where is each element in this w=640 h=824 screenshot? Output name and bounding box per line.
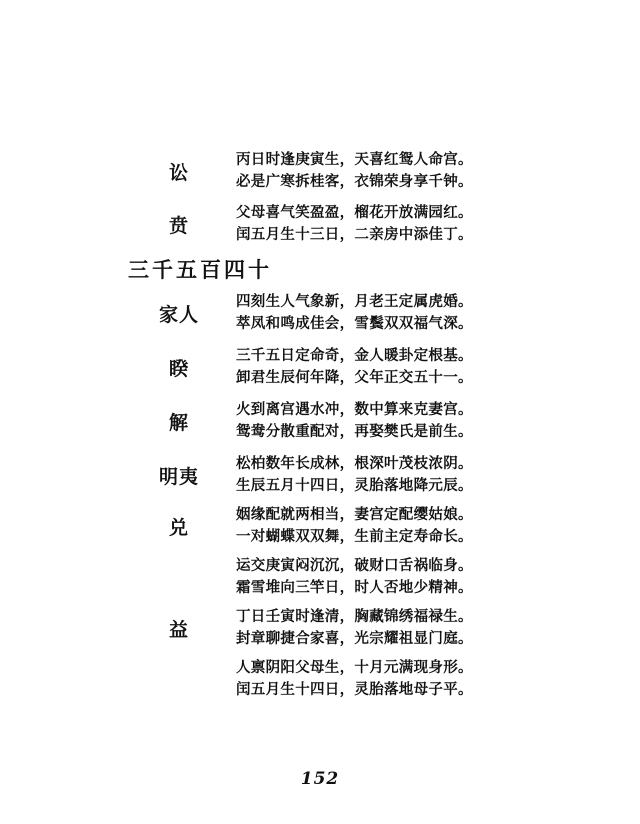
- verse-line: 运交庚寅闷沉沉，破财口舌祸临身。: [236, 557, 473, 574]
- verse-line: 一对蝴蝶双双舞，生前主定寿命长。: [236, 528, 473, 545]
- verse-entry: [0, 452, 640, 498]
- verse-entry: [0, 554, 640, 600]
- verse-line: 封章聊捷合家喜，光宗耀祖显门庭。: [236, 630, 473, 647]
- verse-line: 火到离宫遇水冲，数中算来克妻宫。: [236, 401, 473, 418]
- verse-line: 松柏数年长成林，根深叶茂枝浓阴。: [236, 455, 473, 472]
- verse-line: 丙日时逢庚寅生，天喜红鸳人命宫。: [236, 151, 473, 168]
- verse-entry: [0, 344, 640, 390]
- hexagram-name: 讼: [168, 161, 189, 184]
- verse-line: 鸳鸯分散重配对，再娶樊氏是前生。: [236, 423, 473, 440]
- verse-line: 萃凤和鸣成佳会，雪鬓双双福气深。: [236, 315, 473, 332]
- verse-line: 闰五月生十四日，灵胎落地母子平。: [236, 681, 473, 698]
- verse-entry: [0, 398, 640, 444]
- verse-line: 父母喜气笑盈盈，榴花开放满园红。: [236, 204, 473, 221]
- hexagram-name: 家人: [158, 303, 199, 326]
- hexagram-name: 益: [168, 618, 189, 641]
- section-title: 三千五百四十: [128, 257, 272, 282]
- page-number: 152: [300, 769, 340, 789]
- verse-line: 人禀阴阳父母生，十月元满现身形。: [236, 659, 473, 676]
- verse-entry: [0, 148, 640, 194]
- verse-line: 闰五月生十三日，二亲房中添佳丁。: [236, 226, 473, 243]
- verse-line: 卸君生辰何年降，父年正交五十一。: [236, 369, 473, 386]
- verse-line: 霜雪堆向三竿日，时人否地少精神。: [236, 579, 473, 596]
- hexagram-name: 贲: [168, 214, 189, 237]
- verse-line: 四刻生人气象新，月老王定属虎婚。: [236, 293, 473, 310]
- verse-entry: [0, 290, 640, 336]
- hexagram-name: [150, 554, 208, 600]
- verse-entry: [0, 656, 640, 702]
- verse-line: 必是广寒拆桂客，衣锦荣身享千钟。: [236, 173, 473, 190]
- verse-line: 姻缘配就两相当，妻宫定配缨姑娘。: [236, 506, 473, 523]
- verse-line: 生辰五月十四日，灵胎落地降元辰。: [236, 477, 473, 494]
- verse-line: 丁日壬寅时逢清，胸藏锦绣福禄生。: [236, 608, 473, 625]
- hexagram-name: 明夷: [158, 465, 199, 488]
- hexagram-name: 睽: [168, 357, 189, 380]
- verse-entry: [0, 605, 640, 651]
- verse-entry: [0, 201, 640, 247]
- verse-line: 三千五日定命奇，金人暖卦定根基。: [236, 347, 473, 364]
- hexagram-name: 解: [168, 411, 189, 434]
- hexagram-name: [150, 656, 208, 702]
- hexagram-name: 兑: [168, 516, 189, 539]
- verse-entry: [0, 503, 640, 549]
